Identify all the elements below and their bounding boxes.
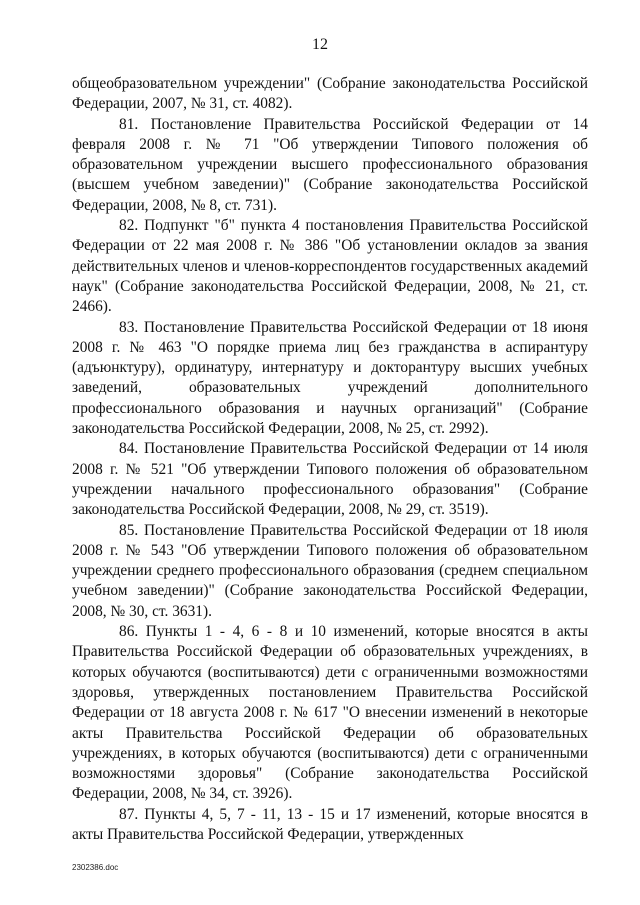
paragraph-item-87: 87. Пункты 4, 5, 7 - 11, 13 - 15 и 17 изменений, которые вносятся в акты Правительства Российской Федерации, утвержденных xyxy=(72,805,588,843)
paragraph-item-82: 82. Подпункт "б" пункта 4 постановления Правительства Российской Федерации от 22 мая 2008 г. № 386 "Об установлении окладов за звания действительных членов и членов-корреспондентов государственных академий наук" (Собрание законодательства Российской Федерации, 2008, № 21, ст. 2466). xyxy=(72,217,588,316)
paragraph-continuation: общеобразовательном учреждении" (Собрание законодательства Российской Федерации, 2007, № 31, ст. 4082). xyxy=(72,75,588,113)
paragraph-item-83: 83. Постановление Правительства Российской Федерации от 18 июня 2008 г. № 463 "О порядке приема лиц без гражданства в аспирантуру (адъюнктуру), ординатуру, интернатуру и докторантуру высших учебных заведений, образовательных учреждений дополнительного профессионального образования и научных организаций" (Собрание законодательства Российской Федерации, 2008, № 25, ст. 2992). xyxy=(72,318,588,438)
paragraph-item-85: 85. Постановление Правительства Российской Федерации от 18 июля 2008 г. № 543 "Об утверждении Типового положения об образовательном учреждении среднего профессионального образования (среднем специальном учебном заведении)" (Собрание законодательства Российской Федерации, 2008, № 30, ст. 3631). xyxy=(72,521,588,620)
footer-filename: 2302386.doc xyxy=(72,863,119,872)
paragraph-item-84: 84. Постановление Правительства Российской Федерации от 14 июля 2008 г. № 521 "Об утверждении Типового положения об образовательном учреждении начального профессионального образования" (Собрание законодательства Российской Федерации, 2008, № 29, ст. 3519). xyxy=(72,440,588,519)
page-number: 12 xyxy=(312,36,328,53)
paragraph-item-81: 81. Постановление Правительства Российской Федерации от 14 февраля 2008 г. № 71 "Об утверждении Типового положения об образовательном учреждении высшего профессионального образования (высшем учебном заведении)" (Собрание законодательства Российской Федерации, 2008, № 8, ст. 731). xyxy=(72,115,588,214)
paragraph-item-86: 86. Пункты 1 - 4, 6 - 8 и 10 изменений, которые вносятся в акты Правительства Российской Федерации об образовательных учреждениях, в которых обучаются (воспитываются) дети с ограниченными возможностями здоровья, утвержденных постановлением Правительства Российской Федерации от 18 августа 2008 г. № 617 "О внесении изменений в некоторые акты Правительства Российской Федерации об образовательных учреждениях, в которых обучаются (воспитываются) дети с ограниченными возможностями здоровья" (Собрание законодательства Российской Федерации, 2008, № 34, ст. 3926). xyxy=(72,623,588,803)
document-body xyxy=(72,74,588,845)
